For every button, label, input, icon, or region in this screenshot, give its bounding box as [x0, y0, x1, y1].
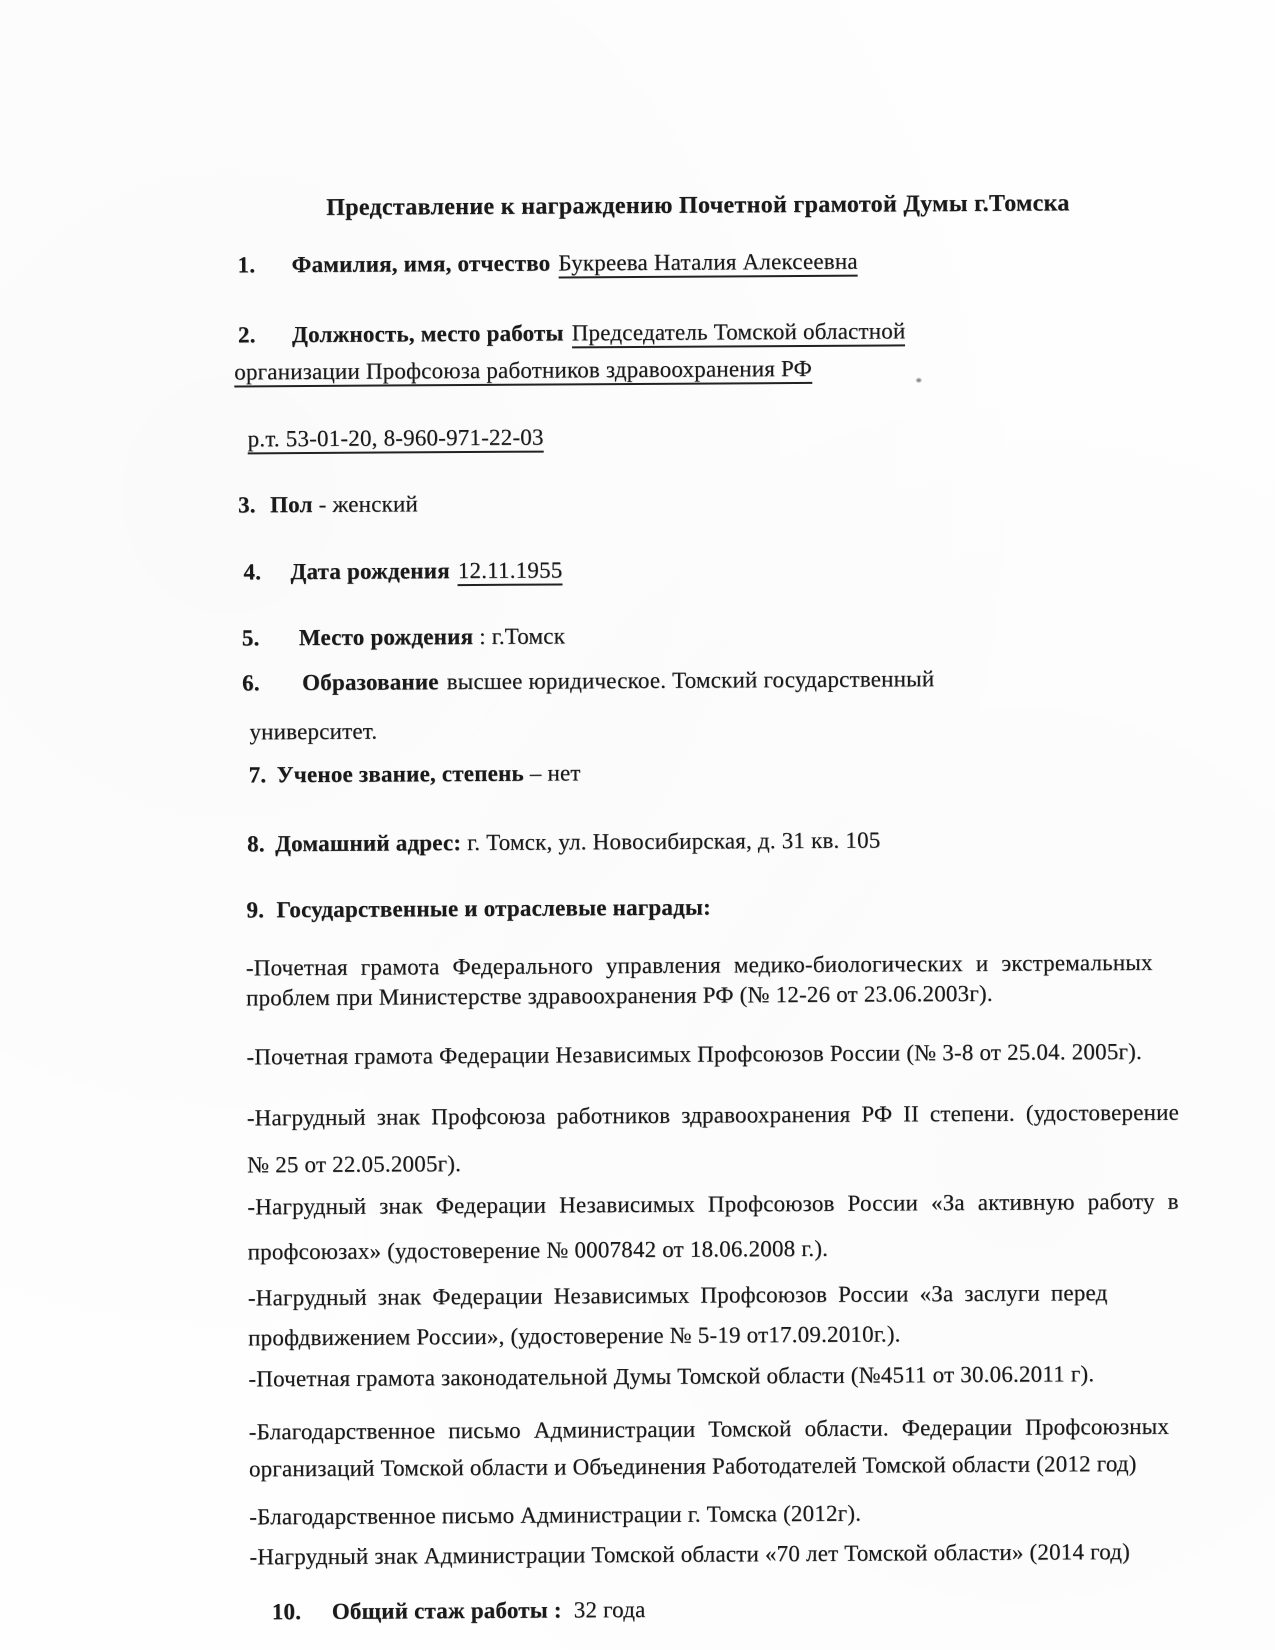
item-number: 4. [243, 559, 262, 585]
field-label: Государственные и отраслевые награды: [276, 894, 712, 923]
field-position-line1 [238, 318, 906, 349]
item-number: 8. [247, 831, 265, 857]
field-value: 32 года [573, 1596, 646, 1623]
field-value-underlined: 12.11.1955 [458, 557, 563, 586]
field-label: Пол [269, 491, 313, 518]
phone-underlined: р.т. 53-01-20, 8-960-971-22-03 [248, 425, 544, 455]
field-label: Дата рождения [290, 558, 450, 585]
field-education-line2 [249, 719, 377, 746]
field-value-underlined: Букреева Наталия Алексеевна [558, 249, 858, 279]
award-line: -Почетная грамота Федерации Независимых Профсоюзов России (№ 3-8 от 25.04. 2005г). [246, 1038, 1143, 1070]
field-birth-date [243, 557, 562, 585]
field-label: Место рождения [298, 624, 474, 651]
field-position-line2 [234, 356, 812, 386]
field-label: Должность, место работы [291, 320, 564, 348]
award-line: -Благодарственное письмо Администрации г. Томска (2012г). [249, 1500, 862, 1530]
field-value-underlined: Председатель Томской областной [572, 318, 906, 348]
field-awards-heading [246, 895, 711, 924]
field-education-line1 [242, 666, 934, 697]
award-line: -Почетная грамота Федерального управления медико-биологических и экстремальных [245, 949, 1153, 981]
item-number: 6. [242, 670, 260, 696]
item-number: 1. [237, 252, 256, 278]
field-gender [238, 491, 418, 519]
award-line: -Почетная грамота законодательной Думы Томской области (№4511 от 30.06.2011 г). [248, 1361, 1095, 1392]
award-line: профдвижением России», (удостоверение № 5-19 от17.09.2010г.). [248, 1321, 901, 1351]
field-value: : г.Томск [479, 623, 566, 649]
item-number: 2. [237, 322, 256, 348]
item-number: 9. [246, 897, 265, 923]
field-value: г. Томск, ул. Новосибирская, д. 31 кв. 105 [467, 827, 881, 856]
award-line: -Нагрудный знак Федерации Независимых Профсоюзов России «За активную работу в [247, 1188, 1179, 1220]
field-value-underlined: организации Профсоюза работников здравоохранения РФ [234, 356, 812, 388]
item-number: 10. [271, 1599, 302, 1625]
award-line: -Нагрудный знак Администрации Томской области «70 лет Томской области» (2014 год) [249, 1539, 1131, 1570]
field-phone [248, 425, 544, 453]
item-number: 7. [248, 762, 267, 788]
award-line: -Нагрудный знак Федерации Независимых Профсоюзов России «За заслуги перед [247, 1280, 1108, 1311]
field-value: высшее юридическое. Томский государственный [446, 666, 935, 695]
field-academic-degree [249, 760, 581, 788]
award-line: организаций Томской области и Объединения Работодателей Томской области (2012 год) [248, 1450, 1137, 1482]
award-line: проблем при Министерстве здравоохранения РФ (№ 12-26 от 23.06.2003г). [245, 980, 993, 1011]
field-birth-place [242, 623, 565, 651]
item-number: 3. [237, 492, 256, 518]
award-line: профсоюзах» (удостоверение № 0007842 от 18.06.2008 г.). [247, 1235, 829, 1265]
field-label: Домашний адрес: [275, 830, 462, 857]
scan-artifact-dot [916, 378, 921, 382]
document-title: Представление к награждению Почетной грамотой Думы г.Томска [326, 190, 1070, 221]
field-label: Общий стаж работы : [331, 1597, 562, 1624]
award-line: -Благодарственное письмо Администрации Томской области. Федерации Профсоюзных [248, 1413, 1170, 1445]
field-value: - женский [318, 491, 419, 517]
field-value: – нет [529, 760, 581, 786]
field-total-experience [272, 1597, 646, 1626]
field-value: университет. [249, 718, 378, 745]
field-label: Ученое звание, степень [276, 760, 524, 788]
field-home-address [247, 828, 881, 858]
field-label: Образование [302, 669, 439, 696]
award-line: № 25 от 22.05.2005г). [246, 1151, 462, 1178]
field-label: Фамилия, имя, отчество [291, 250, 551, 278]
item-number: 5. [241, 625, 260, 651]
field-full-name [237, 249, 857, 279]
award-line: -Нагрудный знак Профсоюза работников здравоохранения РФ II степени. (удостоверение [246, 1099, 1180, 1131]
